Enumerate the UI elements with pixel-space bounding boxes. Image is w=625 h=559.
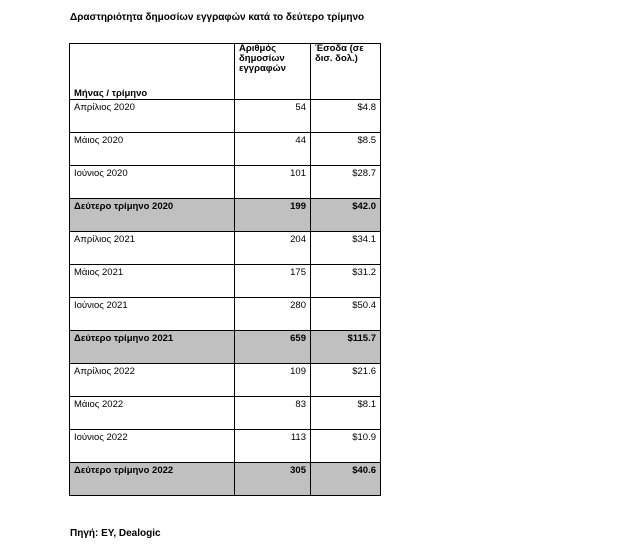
source-note: Πηγή: EY, Dealogic xyxy=(70,528,161,539)
row-revenue: $8.5 xyxy=(311,133,381,166)
row-label: Δεύτερο τρίμηνο 2021 xyxy=(70,331,235,364)
row-label: Μάιος 2021 xyxy=(70,265,235,298)
row-count: 199 xyxy=(235,199,311,232)
row-revenue: $115.7 xyxy=(311,331,381,364)
row-count: 280 xyxy=(235,298,311,331)
row-label: Ιούνιος 2020 xyxy=(70,166,235,199)
table-row xyxy=(70,298,381,331)
row-revenue: $40.6 xyxy=(311,463,381,496)
table-header-row xyxy=(70,44,381,100)
row-label: Ιούνιος 2022 xyxy=(70,430,235,463)
row-count: 204 xyxy=(235,232,311,265)
row-revenue: $50.4 xyxy=(311,298,381,331)
row-label: Μάιος 2020 xyxy=(70,133,235,166)
table-row xyxy=(70,430,381,463)
row-count: 175 xyxy=(235,265,311,298)
quarter-total-row xyxy=(70,331,381,364)
row-count: 305 xyxy=(235,463,311,496)
row-count: 659 xyxy=(235,331,311,364)
row-label: Δεύτερο τρίμηνο 2020 xyxy=(70,199,235,232)
header-month: Μήνας / τρίμηνο xyxy=(70,44,235,100)
row-revenue: $10.9 xyxy=(311,430,381,463)
row-label: Ιούνιος 2021 xyxy=(70,298,235,331)
row-count: 54 xyxy=(235,100,311,133)
table-row xyxy=(70,232,381,265)
table-row xyxy=(70,265,381,298)
row-count: 101 xyxy=(235,166,311,199)
row-revenue: $28.7 xyxy=(311,166,381,199)
ipo-activity-table xyxy=(69,43,381,496)
row-label: Απρίλιος 2020 xyxy=(70,100,235,133)
row-label: Απρίλιος 2022 xyxy=(70,364,235,397)
table-row xyxy=(70,166,381,199)
header-count: Αριθμός δημοσίων εγγραφών xyxy=(235,44,311,100)
row-count: 44 xyxy=(235,133,311,166)
header-revenue: Έσοδα (σε δισ. δολ.) xyxy=(311,44,381,100)
row-revenue: $31.2 xyxy=(311,265,381,298)
row-count: 83 xyxy=(235,397,311,430)
table-row xyxy=(70,133,381,166)
table-row xyxy=(70,364,381,397)
table-row xyxy=(70,397,381,430)
table-row xyxy=(70,100,381,133)
row-revenue: $4.8 xyxy=(311,100,381,133)
quarter-total-row xyxy=(70,199,381,232)
row-revenue: $8.1 xyxy=(311,397,381,430)
row-label: Απρίλιος 2021 xyxy=(70,232,235,265)
row-count: 109 xyxy=(235,364,311,397)
row-revenue: $42.0 xyxy=(311,199,381,232)
row-revenue: $34.1 xyxy=(311,232,381,265)
quarter-total-row xyxy=(70,463,381,496)
row-label: Μάιος 2022 xyxy=(70,397,235,430)
row-label: Δεύτερο τρίμηνο 2022 xyxy=(70,463,235,496)
row-revenue: $21.6 xyxy=(311,364,381,397)
document-title: Δραστηριότητα δημοσίων εγγραφών κατά το δεύτερο τρίμηνο xyxy=(70,12,365,23)
row-count: 113 xyxy=(235,430,311,463)
